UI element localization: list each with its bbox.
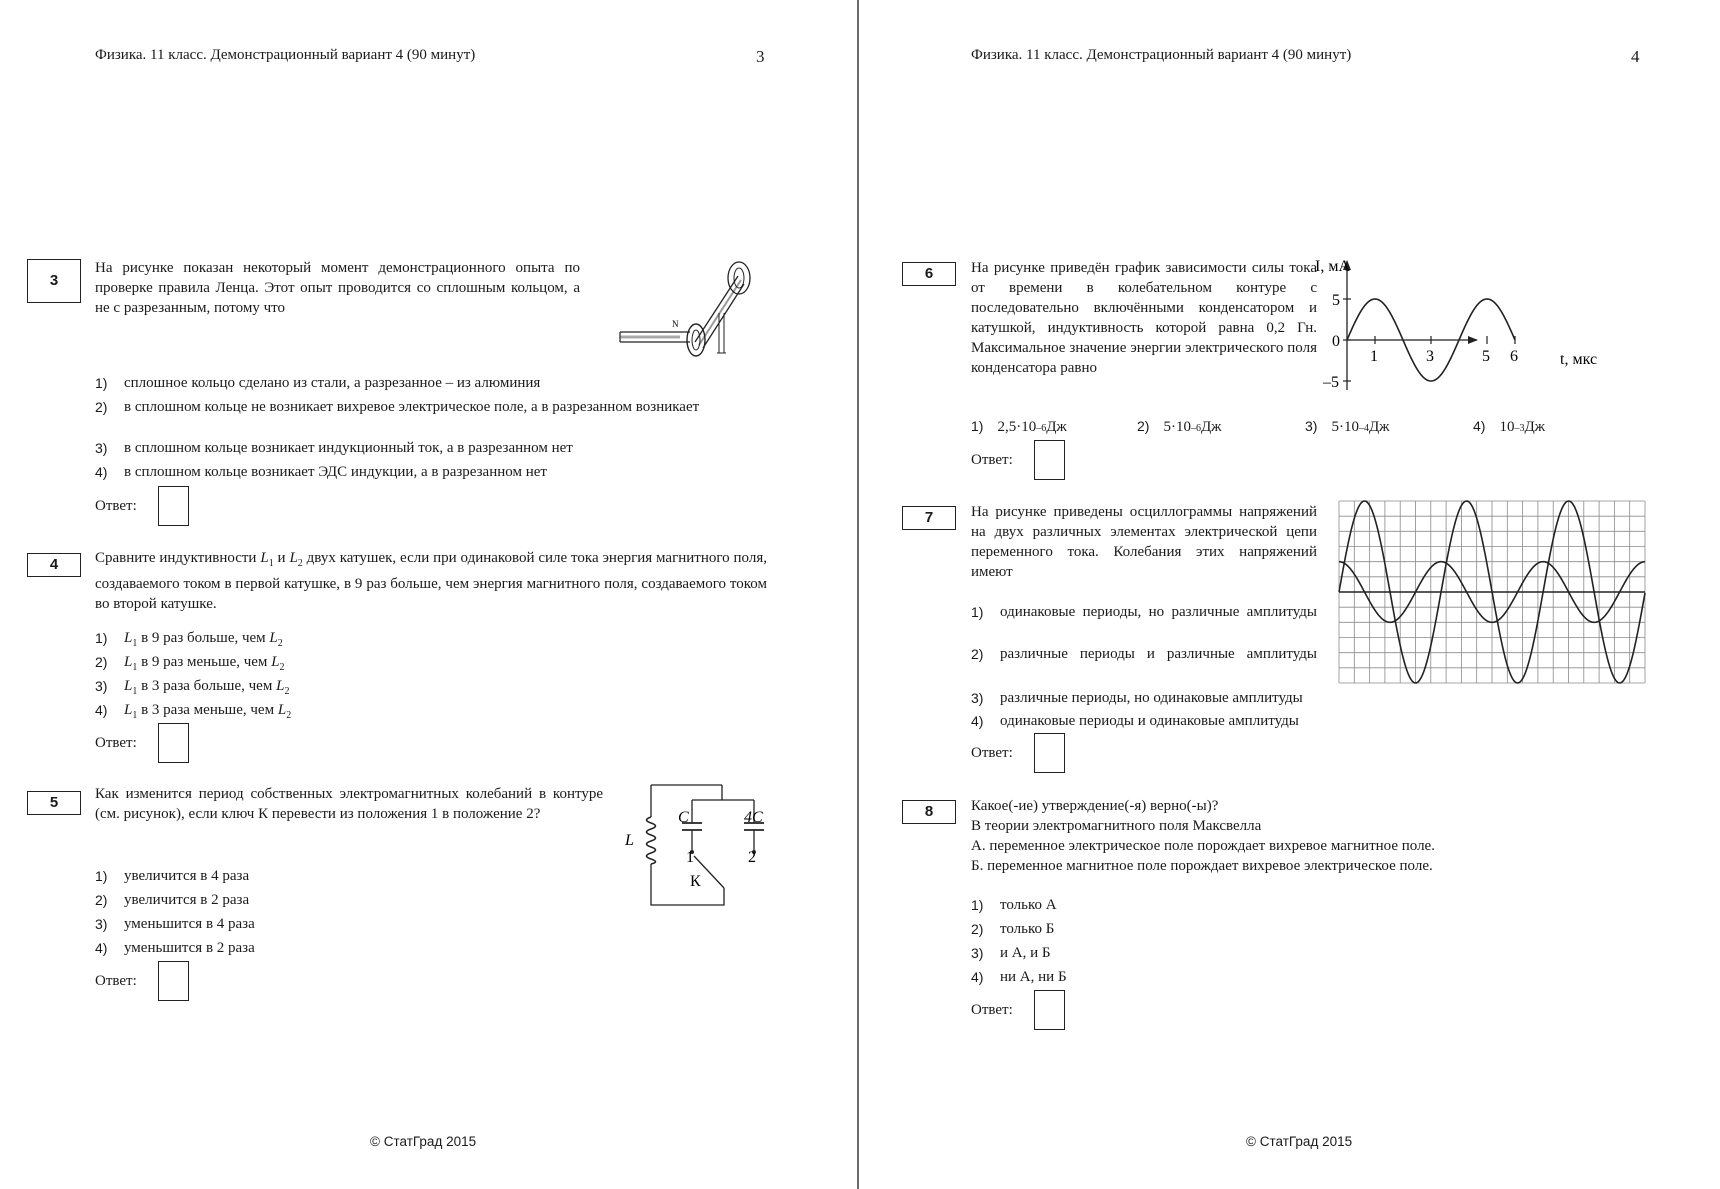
option-4[interactable] xyxy=(971,712,1391,731)
answer-input[interactable] xyxy=(158,723,189,763)
option-exponent: –6 xyxy=(1190,423,1201,434)
page-header: Физика. 11 класс. Демонстрационный вариант 4 (90 минут) xyxy=(95,47,476,63)
option-text: в сплошном кольце возникает ЭДС индукции, а в разрезанном нет xyxy=(124,464,547,480)
option-unit: Дж xyxy=(1368,419,1390,435)
option-text: увеличится в 2 раза xyxy=(124,892,250,908)
x-tick-label: 5 xyxy=(1482,348,1490,365)
option-text: ни А, ни Б xyxy=(1000,969,1067,985)
question-number-box: 8 xyxy=(902,800,956,824)
option-2[interactable] xyxy=(971,645,1317,664)
option-number: 2) xyxy=(971,646,984,662)
var-l: L xyxy=(124,702,133,718)
option-number: 3) xyxy=(95,678,108,694)
text-part: двух катушек, если при одинаковой силе тока энергия магнитного поля, создаваемого током в первой катушке, в 9 раз больше, чем энергия магнитного поля, создаваемого током во второй катушке. xyxy=(95,550,767,612)
option-unit: Дж xyxy=(1046,419,1067,435)
var-l: L xyxy=(277,702,287,718)
option-3[interactable] xyxy=(1305,417,1390,438)
option-3[interactable] xyxy=(971,944,1371,963)
option-number: 1) xyxy=(95,375,108,391)
capacitor-c-label: C xyxy=(678,809,689,826)
text-part: Сравните индуктивности xyxy=(95,550,261,566)
var-l: L xyxy=(124,654,133,670)
option-text: сплошное кольцо сделано из стали, а разрезанное – из алюминия xyxy=(124,375,541,391)
question-number-box: 6 xyxy=(902,262,956,286)
question-text: На рисунке приведён график зависимости силы тока от времени в колебательном контуре с последовательно включёнными конденсатором и катушкой, индуктивность которой равна 0,2 Гн. Максимальное значение энергии электрического поля конденсатора равно xyxy=(971,260,1317,376)
magnet-pole-label: N xyxy=(672,319,679,329)
question-text: На рисунке показан некоторый момент демонстрационного опыта по проверке правила Ленца. Этот опыт проводится со сплошным кольцом, а не с разрезанным, потому что xyxy=(95,260,580,316)
question-number-box: 7 xyxy=(902,506,956,530)
option-text xyxy=(124,701,767,725)
option-number: 1) xyxy=(971,418,984,434)
question-number-box: 5 xyxy=(27,791,81,815)
answer-label: Ответ: xyxy=(971,1002,1013,1018)
option-1[interactable] xyxy=(95,374,767,393)
option-1[interactable] xyxy=(971,417,1067,438)
option-exponent: –4 xyxy=(1358,423,1369,434)
x-axis-label: t, мкс xyxy=(1560,351,1598,368)
option-text: различные периоды и различные амплитуды xyxy=(1000,646,1317,662)
option-number: 2) xyxy=(95,399,108,415)
option-number: 4) xyxy=(95,940,108,956)
option-number: 3) xyxy=(95,440,108,456)
page-divider xyxy=(857,0,859,1189)
answer-label: Ответ: xyxy=(95,498,137,514)
option-number: 4) xyxy=(971,969,984,985)
y-tick-label: 5 xyxy=(1332,292,1340,309)
option-text: только Б xyxy=(1000,921,1055,937)
subscript: 2 xyxy=(279,662,285,673)
oscillogram-chart xyxy=(1338,500,1646,684)
statement-a: А. переменное электрическое поле порождает вихревое магнитное поле. xyxy=(971,838,1435,854)
option-text: одинаковые периоды, но различные амплитуды xyxy=(1000,604,1317,620)
option-number: 4) xyxy=(95,464,108,480)
var-l: L xyxy=(124,630,133,646)
question-text: Как изменится период собственных электромагнитных колебаний в контуре (см. рисунок), если ключ К перевести из положения 1 в положение 2? xyxy=(95,786,603,822)
page-footer: © СтатГрад 2015 xyxy=(1246,1134,1353,1149)
y-tick-label: –5 xyxy=(1323,374,1339,391)
answer-input[interactable] xyxy=(158,961,189,1001)
option-text: одинаковые периоды и одинаковые амплитуды xyxy=(1000,713,1299,729)
option-text: увеличится в 4 раза xyxy=(124,868,250,884)
option-4[interactable] xyxy=(1473,417,1545,438)
option-exponent: –6 xyxy=(1036,423,1047,434)
option-number: 3) xyxy=(1305,418,1318,434)
answer-label: Ответ: xyxy=(971,745,1013,761)
option-3[interactable] xyxy=(95,915,595,934)
answer-label: Ответ: xyxy=(971,452,1013,468)
subscript: 2 xyxy=(284,686,290,697)
option-1[interactable] xyxy=(95,867,595,886)
option-text: различные периоды, но одинаковые амплитуды xyxy=(1000,690,1303,706)
text-part: в 3 раза больше, чем xyxy=(137,678,277,694)
option-mantissa: 2,5·10 xyxy=(997,419,1037,435)
answer-input[interactable] xyxy=(1034,440,1065,480)
option-text: и А, и Б xyxy=(1000,945,1051,961)
question-text xyxy=(95,548,767,614)
subscript: 2 xyxy=(286,710,292,721)
option-4[interactable] xyxy=(95,939,595,958)
option-2[interactable] xyxy=(95,653,767,677)
answer-input[interactable] xyxy=(1034,990,1065,1030)
x-tick-label: 3 xyxy=(1426,348,1434,365)
question-number-box: 3 xyxy=(27,259,81,303)
option-1[interactable] xyxy=(971,896,1371,915)
x-tick-label: 6 xyxy=(1510,348,1518,365)
option-number: 4) xyxy=(1473,418,1486,434)
oscillating-circuit-figure xyxy=(620,780,785,910)
option-number: 3) xyxy=(95,916,108,932)
option-mantissa: 5·10 xyxy=(1163,419,1191,435)
page-number: 4 xyxy=(1631,47,1640,66)
current-time-chart xyxy=(1315,255,1605,405)
page-footer: © СтатГрад 2015 xyxy=(370,1134,477,1149)
text-part: и xyxy=(273,550,290,566)
option-4[interactable] xyxy=(95,463,767,482)
text-part: в 9 раз больше, чем xyxy=(137,630,270,646)
option-text xyxy=(124,629,767,653)
switch-position-1: 1 xyxy=(686,849,694,866)
option-number: 1) xyxy=(971,897,984,913)
subscript: 1 xyxy=(132,686,138,697)
option-mantissa: 5·10 xyxy=(1331,419,1359,435)
option-text: уменьшится в 4 раза xyxy=(124,916,255,932)
option-3[interactable] xyxy=(95,439,767,458)
y-tick-label: 0 xyxy=(1332,333,1340,350)
question-text: Какое(-ие) утверждение(-я) верно(-ы)? xyxy=(971,798,1219,814)
switch-position-2: 2 xyxy=(748,849,756,866)
option-number: 2) xyxy=(1137,418,1150,434)
inductor-label: L xyxy=(625,832,634,849)
option-number: 1) xyxy=(95,630,108,646)
y-axis-label: I, мА xyxy=(1315,258,1351,275)
option-unit: Дж xyxy=(1200,419,1222,435)
page-header: Физика. 11 класс. Демонстрационный вариант 4 (90 минут) xyxy=(971,47,1352,63)
option-text: в сплошном кольце не возникает вихревое электрическое поле, а в разрезанном возникает xyxy=(124,399,700,415)
subscript: 1 xyxy=(132,662,138,673)
option-number: 3) xyxy=(971,945,984,961)
option-text: уменьшится в 2 раза xyxy=(124,940,255,956)
question-number-box: 4 xyxy=(27,553,81,577)
switch-key-label: К xyxy=(690,873,701,890)
option-unit: Дж xyxy=(1524,419,1546,435)
var-l: L xyxy=(289,550,298,566)
option-2[interactable] xyxy=(1137,417,1222,438)
option-3[interactable] xyxy=(95,677,767,701)
var-l: L xyxy=(276,678,285,694)
subscript: 1 xyxy=(268,558,274,569)
option-number: 1) xyxy=(971,604,984,620)
answer-label: Ответ: xyxy=(95,973,137,989)
capacitor-4c-label: 4C xyxy=(744,809,763,826)
option-text xyxy=(124,677,767,701)
answer-label: Ответ: xyxy=(95,735,137,751)
answer-input[interactable] xyxy=(158,486,189,526)
statement-b: Б. переменное магнитное поле порождает вихревое электрическое поле. xyxy=(971,858,1433,874)
subscript: 1 xyxy=(132,710,138,721)
subscript: 1 xyxy=(132,638,138,649)
option-text xyxy=(124,653,767,677)
option-3[interactable] xyxy=(971,689,1391,708)
page-number: 3 xyxy=(756,47,765,66)
subscript: 2 xyxy=(277,638,283,649)
option-number: 1) xyxy=(95,868,108,884)
var-l: L xyxy=(269,630,278,646)
option-1[interactable] xyxy=(971,603,1317,622)
page-right xyxy=(860,0,1720,1189)
option-2[interactable] xyxy=(971,920,1371,939)
var-l: L xyxy=(271,654,280,670)
option-number: 4) xyxy=(971,713,984,729)
x-tick-label: 1 xyxy=(1370,348,1378,365)
option-text: в сплошном кольце возникает индукционный ток, а в разрезанном нет xyxy=(124,440,573,456)
option-number: 3) xyxy=(971,690,984,706)
var-l: L xyxy=(260,550,269,566)
option-2[interactable] xyxy=(95,891,595,910)
option-number: 2) xyxy=(95,654,108,670)
text-part: в 9 раз меньше, чем xyxy=(137,654,272,670)
page-left xyxy=(0,0,858,1189)
text-part: в 3 раза меньше, чем xyxy=(137,702,278,718)
option-text: только А xyxy=(1000,897,1057,913)
option-exponent: –3 xyxy=(1514,423,1525,434)
option-mantissa: 10 xyxy=(1499,419,1515,435)
option-number: 2) xyxy=(95,892,108,908)
option-4[interactable] xyxy=(971,968,1371,987)
answer-input[interactable] xyxy=(1034,733,1065,773)
option-2[interactable] xyxy=(95,398,767,417)
question-text: В теории электромагнитного поля Максвелла xyxy=(971,818,1262,834)
option-4[interactable] xyxy=(95,701,767,725)
lenz-experiment-figure xyxy=(620,258,755,358)
question-text: На рисунке приведены осциллограммы напряжений на двух различных элементах электрической цепи переменного тока. Колебания этих напряжений имеют xyxy=(971,504,1317,580)
option-1[interactable] xyxy=(95,629,767,653)
option-number: 4) xyxy=(95,702,108,718)
var-l: L xyxy=(124,678,133,694)
subscript: 2 xyxy=(297,558,303,569)
option-number: 2) xyxy=(971,921,984,937)
